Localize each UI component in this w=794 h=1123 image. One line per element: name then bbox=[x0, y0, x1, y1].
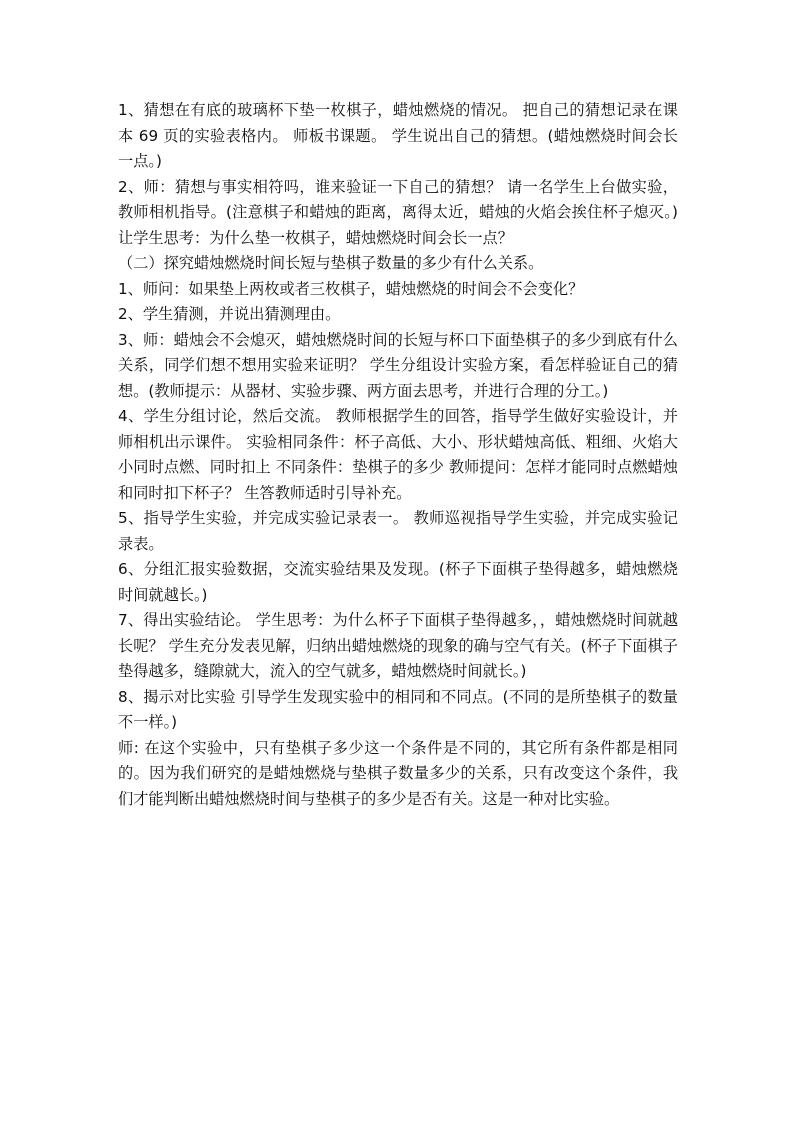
paragraph-contrast-experiment: 8、揭示对比实验 引导学生发现实验中的相同和不同点。(不同的是所垫棋子的数量不一样。) bbox=[118, 687, 678, 731]
paragraph-teacher-question: 1、师问：如果垫上两枚或者三枚棋子，蜡烛燃烧的时间会不会变化？ bbox=[118, 279, 584, 298]
paragraph-report-data: 6、分组汇报实验数据，交流实验结果及发现。(杯子下面棋子垫得越多，蜡烛燃烧时间就越长。) bbox=[118, 560, 678, 604]
paragraph-teacher-summary: 师: 在这个实验中，只有垫棋子多少这一个条件是不同的，其它所有条件都是相同的。因为我们研究的是蜡烛燃烧与垫棋子数量多少的关系，只有改变这个条件，我们才能判断出蜡烛燃烧时间与垫棋子的多少是否有关。这是一种对比实验。 bbox=[118, 738, 678, 808]
section-heading-two: （二）探究蜡烛燃烧时间长短与垫棋子数量的多少有什么关系。 bbox=[118, 254, 544, 272]
paragraph-group-discussion: 4、学生分组讨论，然后交流。 教师根据学生的回答，指导学生做好实验设计，并师相机出示课件。 实验相同条件：杯子高低、大小、形状蜡烛高低、粗细、火焰大小同时点燃、同时扣上 不同条件：垫棋子的多少 教师提问：怎样才能同时点燃蜡烛和同时扣下杯子？ 生答教师适时引导补充。 bbox=[118, 407, 678, 502]
paragraph-guide-experiment: 5、指导学生实验，并完成实验记录表一。 教师巡视指导学生实验，并完成实验记录表。 bbox=[118, 509, 678, 553]
paragraph-conclusion: 7、得出实验结论。 学生思考：为什么杯子下面棋子垫得越多，，蜡烛燃烧时间就越长呢？ 学生充分发表见解，归纳出蜡烛燃烧的现象的确与空气有关。(杯子下面棋子垫得越多，缝隙就大，流入的空气就多，蜡烛燃烧时间就长。) bbox=[118, 611, 678, 680]
paragraph-design-experiment: 3、师：蜡烛会不会熄灭，蜡烛燃烧时间的长短与杯口下面垫棋子的多少到底有什么关系，同学们想不想用实验来证明？ 学生分组设计实验方案，看怎样验证自己的猜想。(教师提示：从器材、实验步骤、两方面去思考，并进行合理的分工。) bbox=[118, 330, 678, 400]
paragraph-student-guess: 2、学生猜测，并说出猜测理由。 bbox=[118, 305, 341, 323]
paragraph-verify-guess: 2、师：猜想与事实相符吗，谁来验证一下自己的猜想？ 请一名学生上台做实验，教师相机指导。(注意棋子和蜡烛的距离，离得太近，蜡烛的火焰会挨住杯子熄灭。) 让学生思考：为什么垫一枚棋子，蜡烛燃烧时间会长一点？ bbox=[118, 177, 678, 247]
paragraph-guess-one-chess: 1、猜想在有底的玻璃杯下垫一枚棋子，蜡烛燃烧的情况。 把自己的猜想记录在课本 69 页的实验表格内。 师板书课题。 学生说出自己的猜想。(蜡烛燃烧时间会长一点。) bbox=[118, 101, 678, 170]
document-body bbox=[118, 98, 678, 812]
